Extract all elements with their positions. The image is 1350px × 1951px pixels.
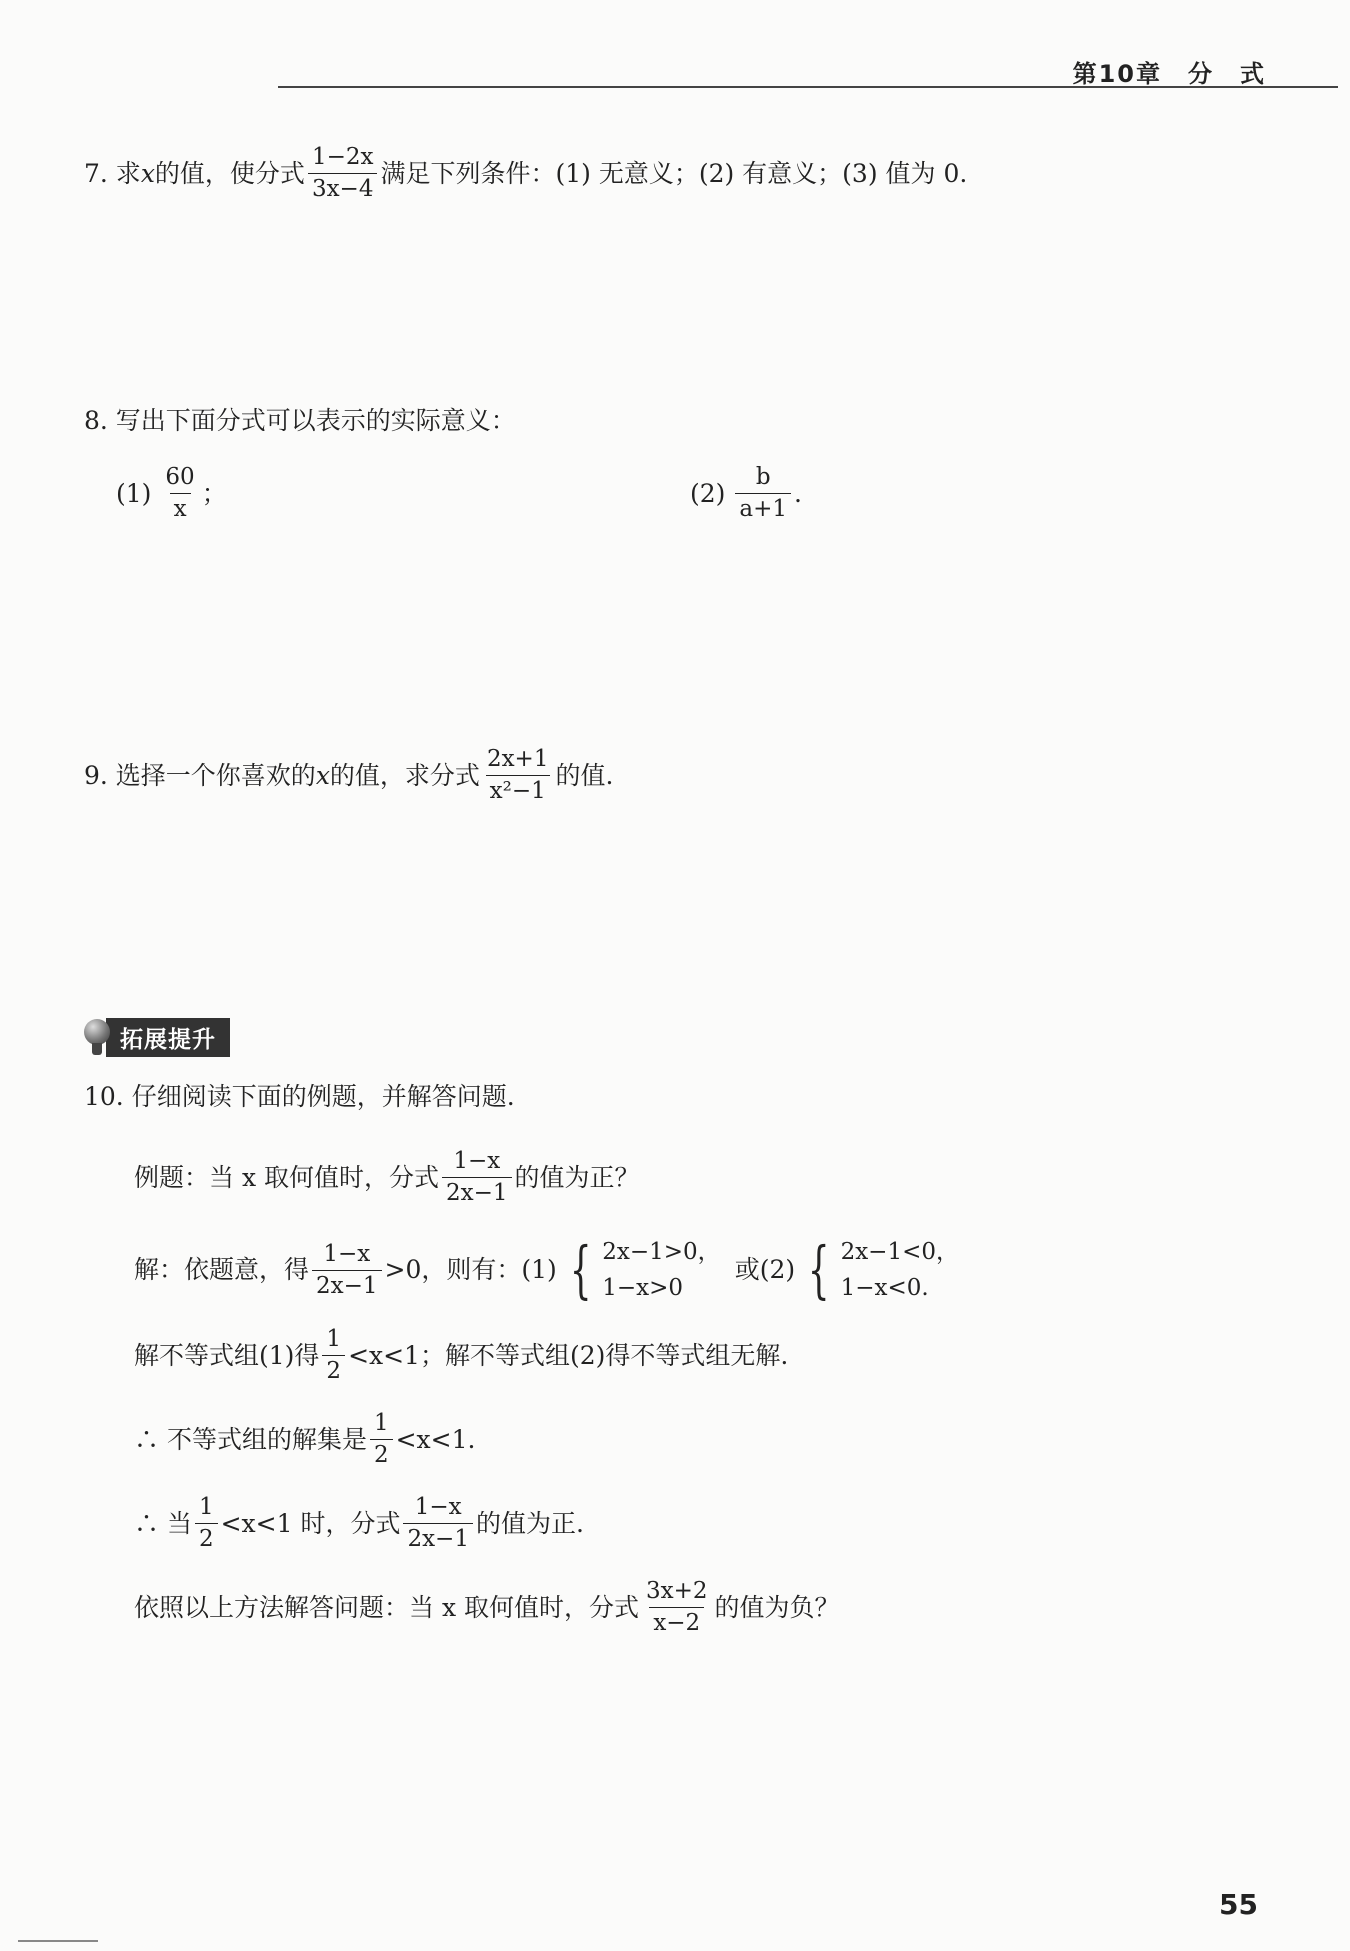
- q8-p2-numerator: b: [755, 464, 771, 490]
- q10-example: [134, 1148, 640, 1207]
- q8-part-1: [116, 464, 227, 523]
- brace-icon: {: [807, 1233, 830, 1306]
- q10-sys2-row1: 2x−1<0，: [840, 1239, 959, 1265]
- question-10-intro: [84, 1080, 515, 1114]
- q8-part-2: [690, 464, 802, 523]
- q10-sys2-row2: 1−x<0.: [840, 1275, 929, 1301]
- q10-step1-prefix: 解不等式组(1)得: [134, 1340, 320, 1370]
- question-8: [84, 404, 516, 438]
- q10-task: [134, 1578, 840, 1637]
- q9-fraction-denominator: x²−1: [486, 775, 550, 805]
- q10-intro-text: 10. 仔细阅读下面的例题，并解答问题.: [84, 1082, 515, 1111]
- q10-step2-numerator: 1: [373, 1410, 389, 1436]
- q8-p2-denominator: a+1: [735, 493, 791, 523]
- q10-step1-suffix: <x<1；解不等式组(2)得不等式组无解.: [348, 1340, 789, 1370]
- q10-step3-mid: <x<1 时，分式: [220, 1508, 401, 1538]
- q10-step3-fraction-b: [403, 1494, 473, 1553]
- q7-prefix: 7. 求: [84, 158, 141, 188]
- section-badge: [84, 1018, 230, 1057]
- brace-icon: {: [569, 1233, 592, 1306]
- q10-task-suffix: 的值为负？: [714, 1592, 840, 1622]
- q10-sol-prefix: 解：依题意，得: [134, 1255, 310, 1284]
- q10-step1-fraction: [322, 1326, 345, 1385]
- q10-step-2: [134, 1410, 475, 1469]
- section-label: 拓展提升: [106, 1018, 230, 1057]
- lightbulb-icon: [84, 1019, 110, 1057]
- q10-step3-prefix: ∴ 当: [134, 1508, 192, 1538]
- q9-fraction-numerator: 2x+1: [486, 746, 549, 772]
- q10-system-1: [561, 1234, 721, 1306]
- q8-p2-label: (2): [690, 478, 726, 508]
- q10-step2-suffix: <x<1.: [395, 1424, 476, 1454]
- header-rule: [278, 86, 1338, 88]
- q10-example-suffix: 的值为正？: [514, 1162, 640, 1192]
- page-number: 55: [1219, 1888, 1258, 1921]
- question-9: [84, 746, 613, 805]
- q9-fraction: [483, 746, 553, 805]
- q10-sol-denominator: 2x−1: [312, 1270, 382, 1300]
- q10-step3-fraction-a: [195, 1494, 218, 1553]
- q8-p1-numerator: 60: [165, 464, 195, 490]
- q10-sol-mid: >0，则有：(1): [384, 1255, 557, 1284]
- q8-p1-denominator: x: [170, 493, 191, 523]
- q10-step3-numerator-a: 1: [198, 1494, 214, 1520]
- q10-step3-suffix: 的值为正.: [475, 1508, 584, 1538]
- chapter-header: 第10章 分 式: [1072, 60, 1266, 88]
- question-7: [84, 144, 967, 203]
- q10-step-3: [134, 1494, 584, 1553]
- q10-sol-or: 或(2): [734, 1255, 796, 1284]
- q10-example-fraction: [442, 1148, 512, 1207]
- q7-fraction-numerator: 1−2x: [311, 144, 374, 170]
- q10-task-numerator: 3x+2: [646, 1578, 708, 1604]
- q9-variable: x: [315, 760, 330, 790]
- q10-example-numerator: 1−x: [453, 1148, 501, 1174]
- q7-suffix: 满足下列条件：(1) 无意义；(2) 有意义；(3) 值为 0.: [380, 158, 968, 188]
- q9-mid: 的值，求分式: [329, 760, 480, 790]
- q10-step3-denominator-b: 2x−1: [403, 1523, 473, 1553]
- q8-p1-label: (1): [116, 478, 152, 508]
- q10-sol-fraction: [312, 1241, 382, 1300]
- q8-p1-end: ；: [201, 478, 227, 508]
- q9-prefix: 9. 选择一个你喜欢的: [84, 760, 316, 790]
- q10-sys1-row1: 2x−1>0，: [602, 1239, 721, 1265]
- q7-variable: x: [140, 158, 155, 188]
- q10-example-denominator: 2x−1: [442, 1177, 512, 1207]
- q7-fraction-denominator: 3x−4: [308, 173, 378, 203]
- footer-rule: [18, 1940, 98, 1942]
- q7-mid: 的值，使分式: [154, 158, 305, 188]
- q10-task-fraction: [642, 1578, 712, 1637]
- q10-step1-denominator: 2: [322, 1355, 345, 1385]
- q8-p2-fraction: [735, 464, 791, 523]
- q10-sol-numerator: 1−x: [323, 1240, 371, 1267]
- q10-example-prefix: 例题：当 x 取何值时，分式: [134, 1162, 439, 1192]
- q10-task-denominator: x−2: [649, 1607, 704, 1637]
- q10-step2-prefix: ∴ 不等式组的解集是: [134, 1424, 367, 1454]
- q9-suffix: 的值.: [555, 760, 614, 790]
- q7-fraction: [308, 144, 378, 203]
- q10-step2-fraction: [370, 1410, 393, 1469]
- q10-task-prefix: 依照以上方法解答问题：当 x 取何值时，分式: [134, 1592, 639, 1622]
- q10-step-1: [134, 1326, 788, 1385]
- q10-step3-denominator-a: 2: [195, 1523, 218, 1553]
- q10-sys1-row2: 1−x>0: [602, 1275, 684, 1301]
- q10-step3-numerator-b: 1−x: [414, 1494, 462, 1520]
- q10-step1-numerator: 1: [326, 1326, 342, 1352]
- q10-solution: [134, 1234, 963, 1306]
- q8-text: 8. 写出下面分式可以表示的实际意义：: [84, 406, 516, 435]
- q8-p1-fraction: [161, 464, 198, 523]
- q8-p2-end: .: [794, 478, 802, 508]
- q10-system-2: [799, 1234, 959, 1306]
- q10-step2-denominator: 2: [370, 1439, 393, 1469]
